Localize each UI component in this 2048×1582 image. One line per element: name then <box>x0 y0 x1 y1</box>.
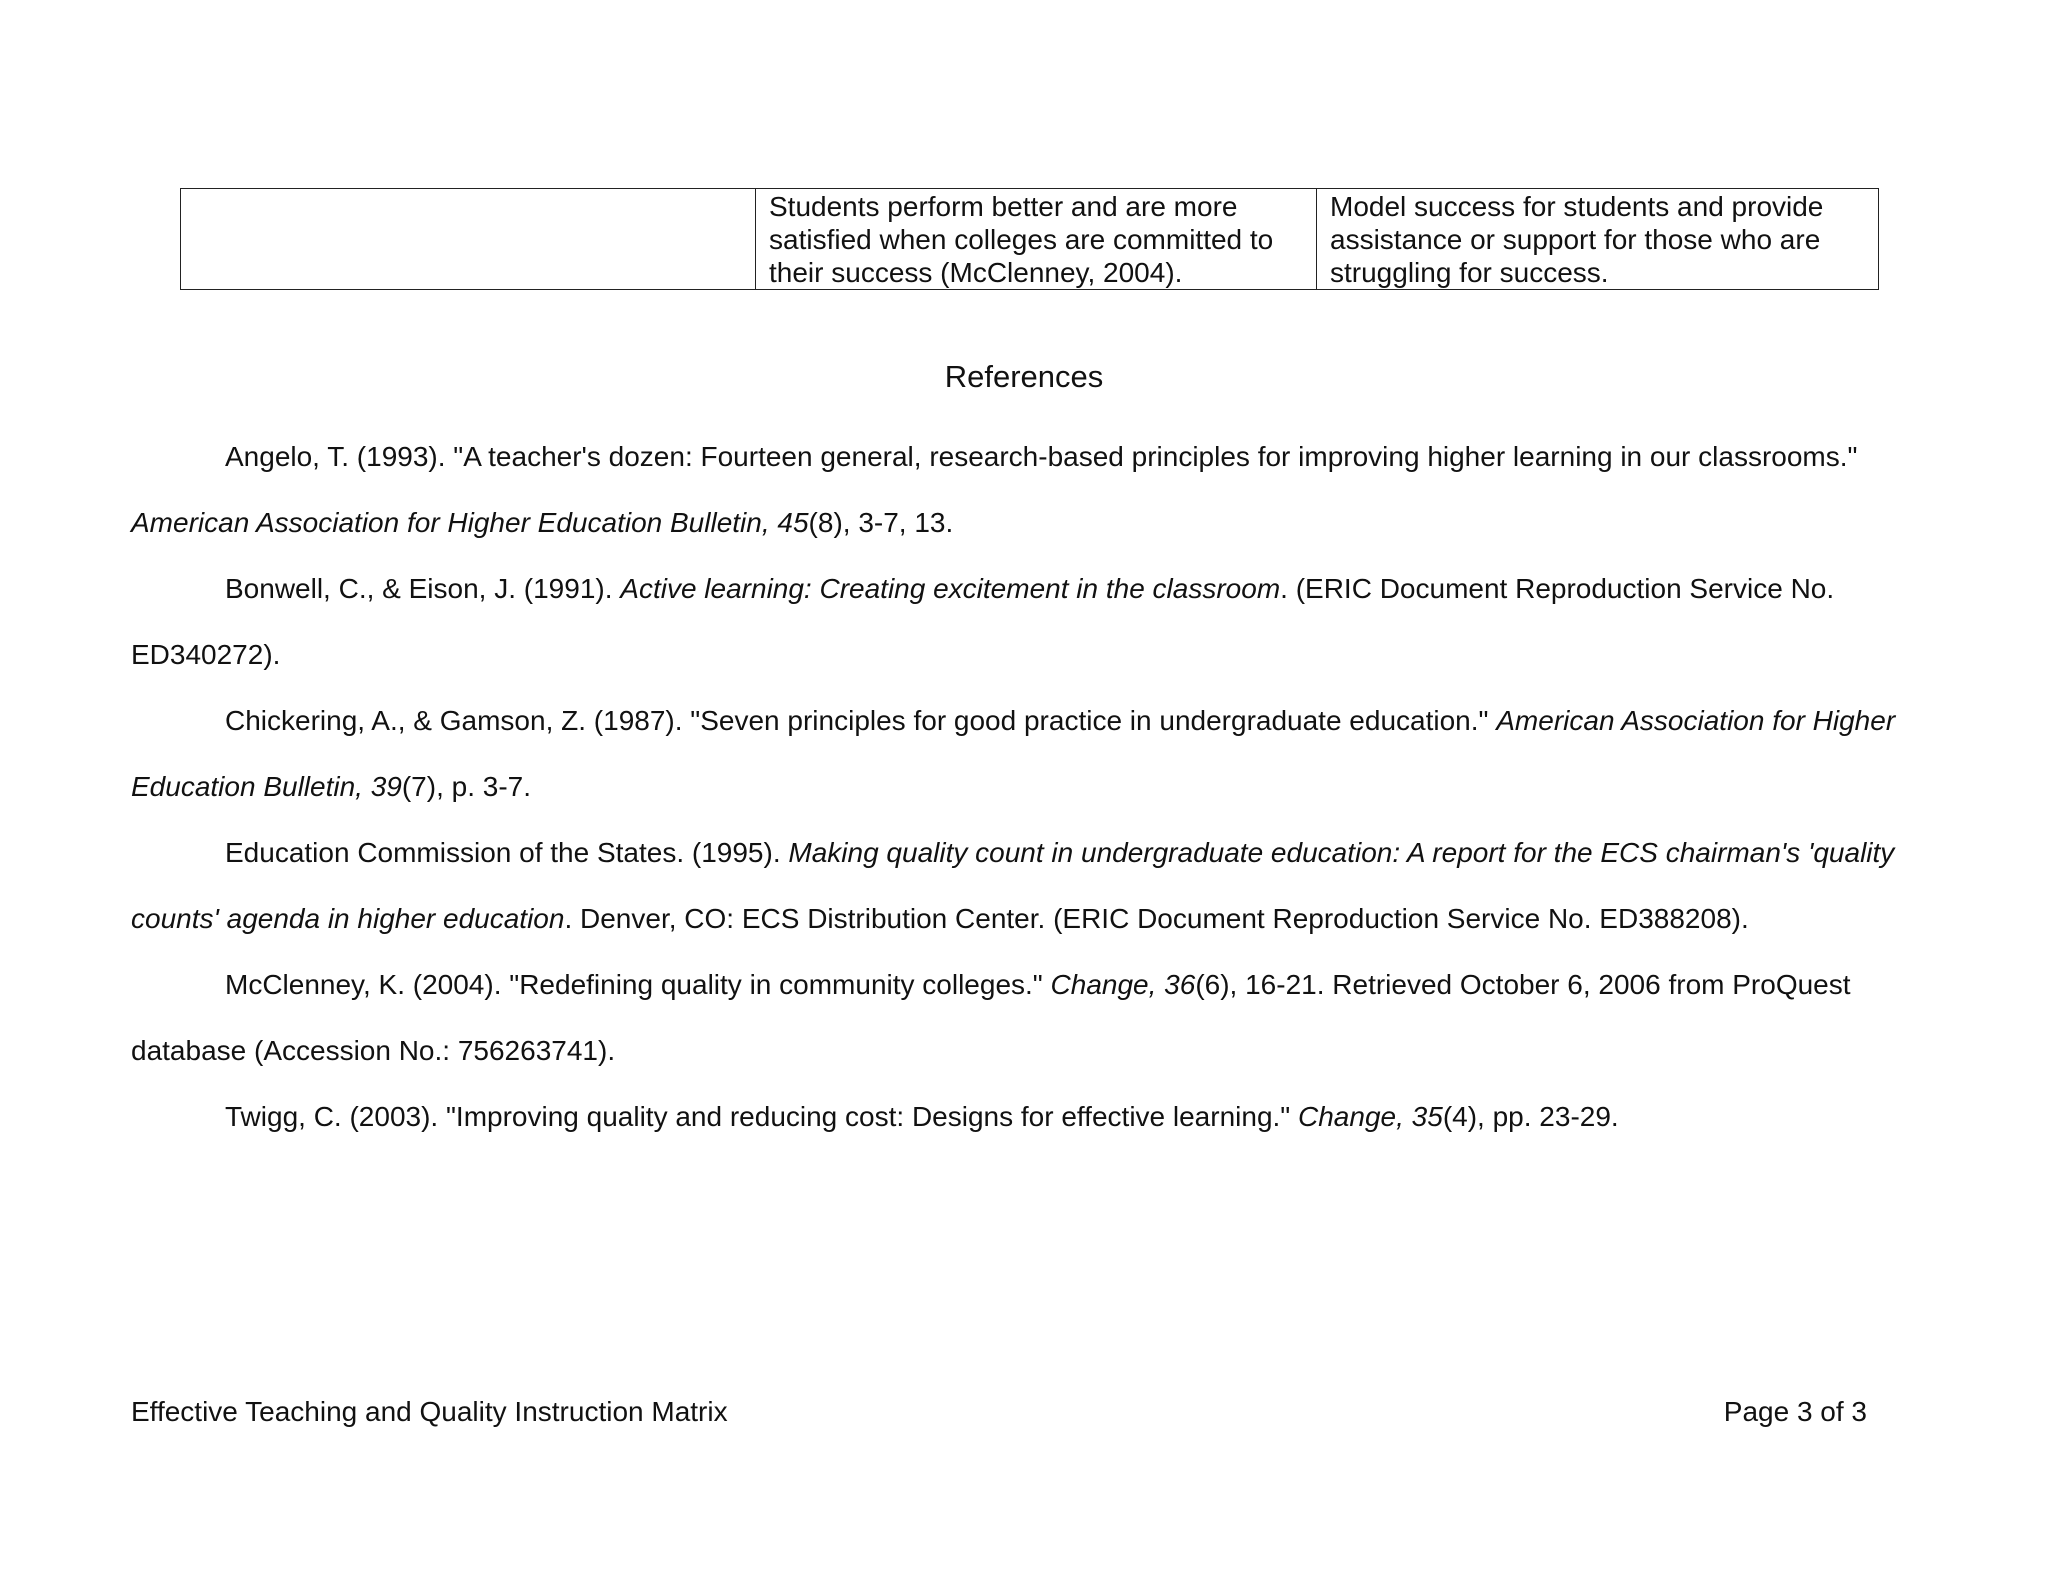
reference-italic: American Association for Higher Education Bulletin, 39 <box>131 705 1896 802</box>
reference-italic: American Association for Higher Education Bulletin, 45 <box>131 507 809 538</box>
references-list <box>131 424 1911 1150</box>
reference-text: (7), p. 3-7. <box>401 771 532 802</box>
reference-text: (6), 16-21. Retrieved October 6, 2006 from ProQuest database (Accession No.: 756263741). <box>131 969 1851 1066</box>
reference-item <box>131 820 1911 952</box>
page-number: Page 3 of 3 <box>1723 1396 1867 1427</box>
reference-text: McClenney, K. (2004). "Redefining quality in community colleges." <box>225 969 1051 1000</box>
table-cell-strategy: Model success for students and provide assistance or support for those who are struggling for success. <box>1317 189 1879 290</box>
reference-text: . Denver, CO: ECS Distribution Center. (ERIC Document Reproduction Service No. ED388208). <box>564 903 1749 934</box>
reference-item <box>131 1084 1911 1150</box>
reference-item <box>131 424 1911 556</box>
reference-text: Angelo, T. (1993). "A teacher's dozen: Fourteen general, research-based principles for improving higher learning in our classrooms." <box>225 441 1858 472</box>
reference-italic: Making quality count in undergraduate education: A report for the ECS chairman's 'quality counts' agenda in higher education <box>131 837 1895 934</box>
matrix-table <box>180 188 1879 290</box>
reference-italic: Change, 36 <box>1050 969 1196 1000</box>
reference-text: (4), pp. 23-29. <box>1442 1101 1619 1132</box>
table-cell-finding: Students perform better and are more satisfied when colleges are committed to their success (McClenney, 2004). <box>756 189 1317 290</box>
footer-title: Effective Teaching and Quality Instruction Matrix <box>131 1396 728 1427</box>
reference-text: Bonwell, C., & Eison, J. (1991). <box>225 573 621 604</box>
reference-item <box>131 556 1911 688</box>
reference-text: Chickering, A., & Gamson, Z. (1987). "Seven principles for good practice in undergraduate education." <box>225 705 1497 736</box>
reference-text: . (ERIC Document Reproduction Service No. ED340272). <box>131 573 1835 670</box>
table-cell-empty <box>181 189 756 290</box>
references-heading: References <box>944 359 1104 394</box>
reference-text: (8), 3-7, 13. <box>808 507 954 538</box>
reference-italic: Change, 35 <box>1298 1101 1443 1132</box>
reference-item <box>131 952 1911 1084</box>
reference-text: Education Commission of the States. (1995). <box>225 837 789 868</box>
reference-item <box>131 688 1911 820</box>
reference-italic: Active learning: Creating excitement in the classroom <box>620 573 1281 604</box>
reference-text: Twigg, C. (2003). "Improving quality and reducing cost: Designs for effective learning." <box>225 1101 1299 1132</box>
table-row <box>181 189 1879 290</box>
